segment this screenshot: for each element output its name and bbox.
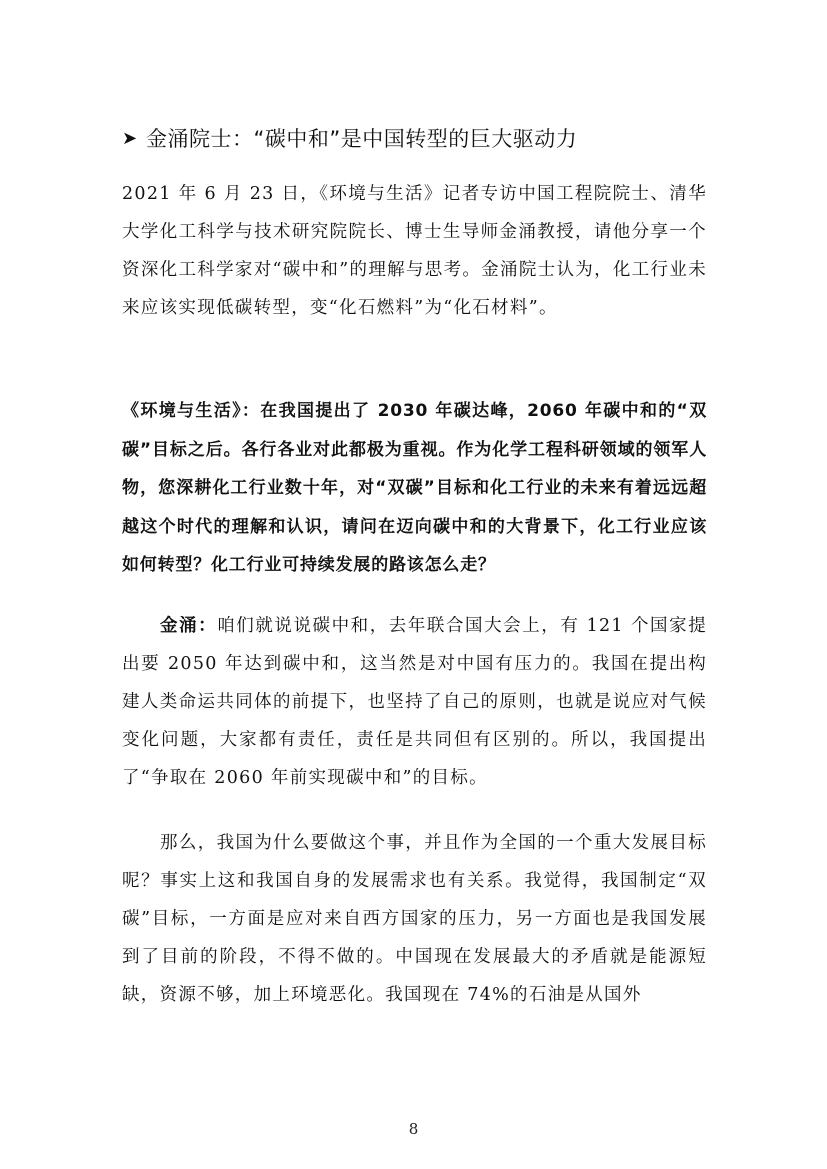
answer-paragraph-1: [122, 607, 707, 797]
section-heading: [122, 118, 722, 158]
answer-paragraph-1-text: 咱们就说说碳中和，去年联合国大会上，有 121 个国家提出要 2050 年达到碳中和，这当然是对中国有压力的。我国在提出构建人类命运共同体的前提下，也坚持了自己的原则，也就是说应对气候变化问题，大家都有责任，责任是共同但有区别的。所以，我国提出了“争取在 2060 年前实现碳中和”的目标。: [122, 616, 707, 788]
answer-paragraph-2: 那么，我国为什么要做这个事，并且作为全国的一个重大发展目标呢？事实上这和我国自身的发展需求也有关系。我觉得，我国制定“双碳”目标，一方面是应对来自西方国家的压力，另一方面也是我国发展到了目前的阶段，不得不做的。中国现在发展最大的矛盾就是能源短缺，资源不够，加上环境恶化。我国现在 74%的石油是从国外: [122, 833, 707, 1005]
intro-paragraph: 2021 年 6 月 23 日，《环境与生活》记者专访中国工程院院士、清华大学化工科学与技术研究院院长、博士生导师金涌教授，请他分享一个资深化工科学家对“碳中和”的理解与思考。金涌院士认为，化工行业未来应该实现低碳转型，变“化石燃料”为“化石材料”。: [122, 184, 707, 318]
arrow-bullet-icon: ➤: [122, 127, 138, 149]
interview-question: 《环境与生活》：在我国提出了 2030 年碳达峰，2060 年碳中和的“双碳”目标之后。各行各业对此都极为重视。作为化学工程科研领域的领军人物，您深耕化工行业数十年，对“双碳”目标和化工行业的未来有着远远超越这个时代的理解和认识，请问在迈向碳中和的大背景下，化工行业应该如何转型？化工行业可持续发展的路该怎么走？: [122, 401, 707, 575]
section-heading-text: 金涌院士：“碳中和”是中国转型的巨大驱动力: [146, 127, 578, 151]
page-number: 8: [408, 1120, 419, 1138]
speaker-label: 金涌：: [160, 616, 218, 636]
